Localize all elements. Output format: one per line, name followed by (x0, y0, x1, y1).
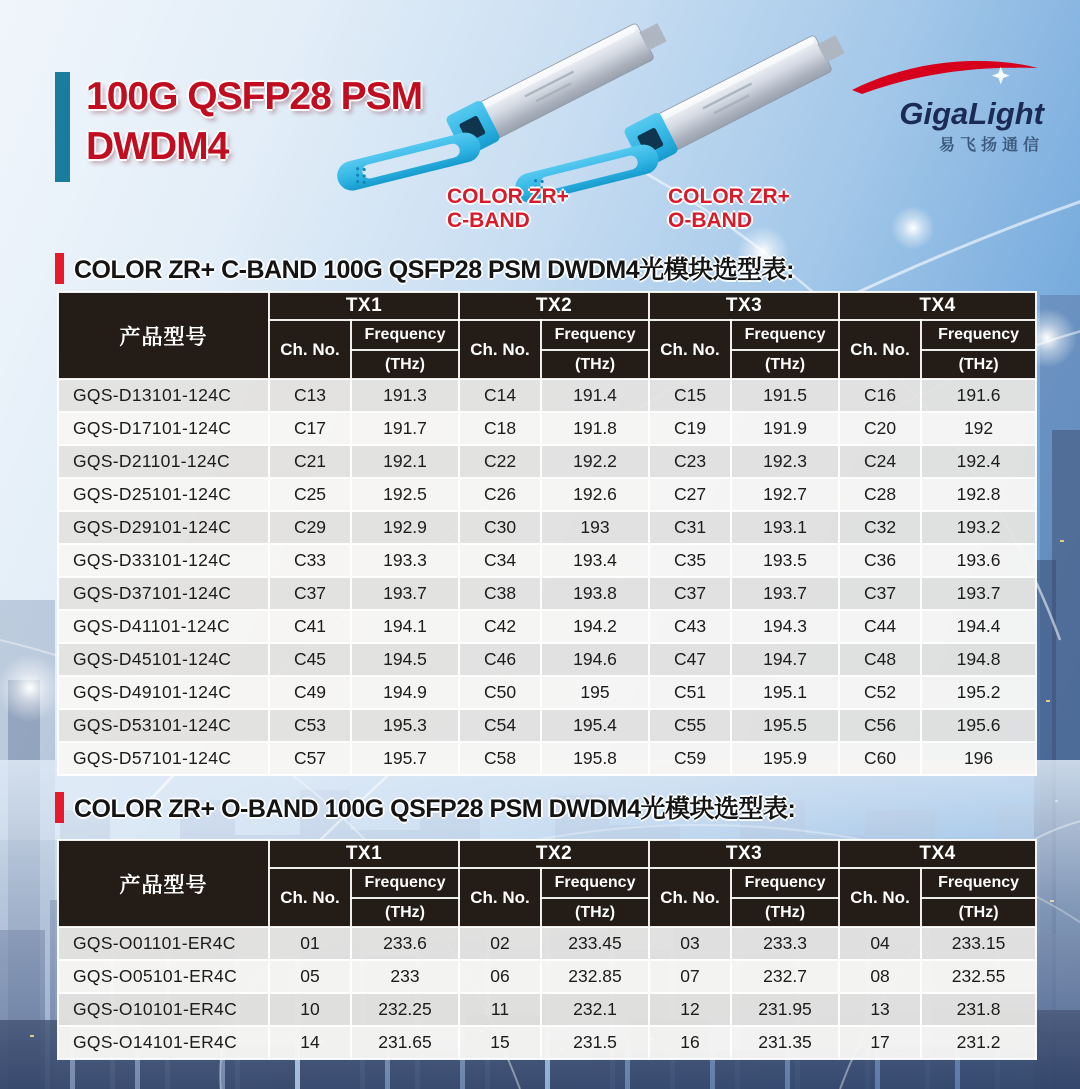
value-cell: 06 (459, 960, 541, 993)
ch-no-header: Ch. No. (459, 868, 541, 927)
table-row (58, 577, 1036, 610)
value-cell: C32 (839, 511, 921, 544)
value-cell: C37 (649, 577, 731, 610)
value-cell: 12 (649, 993, 731, 1026)
value-cell: 05 (269, 960, 351, 993)
value-cell: 193.4 (541, 544, 649, 577)
value-cell: C38 (459, 577, 541, 610)
frequency-header: Frequency (921, 868, 1036, 898)
value-cell: 194.6 (541, 643, 649, 676)
frequency-header: Frequency (541, 868, 649, 898)
value-cell: 194.3 (731, 610, 839, 643)
value-cell: 195.7 (351, 742, 459, 775)
value-cell: 195.3 (351, 709, 459, 742)
value-cell: 17 (839, 1026, 921, 1059)
value-cell: C24 (839, 445, 921, 478)
frequency-header: Frequency (731, 868, 839, 898)
thz-unit-header: (THz) (541, 350, 649, 379)
module-label-o-band (668, 185, 790, 233)
value-cell: 192.6 (541, 478, 649, 511)
table-body (58, 379, 1036, 775)
value-cell: 191.6 (921, 379, 1036, 412)
page-title-block (55, 72, 422, 182)
module-label-c-band (447, 185, 569, 233)
value-cell: C22 (459, 445, 541, 478)
product-model-cell: GQS-D13101-124C (58, 379, 269, 412)
value-cell: 192.2 (541, 445, 649, 478)
section-accent-bar (55, 792, 64, 823)
value-cell: 233.15 (921, 927, 1036, 960)
value-cell: 194.5 (351, 643, 459, 676)
thz-unit-header: (THz) (351, 350, 459, 379)
value-cell: C19 (649, 412, 731, 445)
thz-unit-header: (THz) (731, 350, 839, 379)
table-row (58, 993, 1036, 1026)
value-cell: C42 (459, 610, 541, 643)
value-cell: 195 (541, 676, 649, 709)
value-cell: C46 (459, 643, 541, 676)
value-cell: 231.35 (731, 1026, 839, 1059)
value-cell: C23 (649, 445, 731, 478)
value-cell: 192.9 (351, 511, 459, 544)
value-cell: 191.4 (541, 379, 649, 412)
value-cell: C43 (649, 610, 731, 643)
module-label-line2: C-BAND (447, 209, 530, 232)
value-cell: 233.45 (541, 927, 649, 960)
product-model-cell: GQS-D37101-124C (58, 577, 269, 610)
value-cell: C36 (839, 544, 921, 577)
value-cell: C60 (839, 742, 921, 775)
value-cell: C49 (269, 676, 351, 709)
value-cell: 192.4 (921, 445, 1036, 478)
value-cell: C18 (459, 412, 541, 445)
frequency-header: Frequency (351, 320, 459, 350)
title-accent-bar (55, 72, 70, 182)
thz-unit-header: (THz) (921, 350, 1036, 379)
value-cell: C41 (269, 610, 351, 643)
value-cell: 194.4 (921, 610, 1036, 643)
tx1-header: TX1 (269, 292, 459, 320)
value-cell: C21 (269, 445, 351, 478)
value-cell: 192.5 (351, 478, 459, 511)
module-label-line1: COLOR ZR+ (668, 185, 790, 208)
product-model-cell: GQS-D49101-124C (58, 676, 269, 709)
value-cell: 191.9 (731, 412, 839, 445)
value-cell: C54 (459, 709, 541, 742)
sparkle-icon (992, 67, 1010, 85)
table-row (58, 445, 1036, 478)
frequency-header: Frequency (921, 320, 1036, 350)
value-cell: 233.3 (731, 927, 839, 960)
value-cell: C30 (459, 511, 541, 544)
value-cell: C34 (459, 544, 541, 577)
value-cell: 233.6 (351, 927, 459, 960)
value-cell: C57 (269, 742, 351, 775)
table-row (58, 478, 1036, 511)
value-cell: 232.55 (921, 960, 1036, 993)
value-cell: 194.8 (921, 643, 1036, 676)
value-cell: 11 (459, 993, 541, 1026)
value-cell: C58 (459, 742, 541, 775)
value-cell: C37 (839, 577, 921, 610)
table-row (58, 676, 1036, 709)
value-cell: 08 (839, 960, 921, 993)
value-cell: C48 (839, 643, 921, 676)
page-title (86, 72, 422, 172)
thz-unit-header: (THz) (731, 898, 839, 927)
table-row (58, 379, 1036, 412)
o-band-spec-table (57, 839, 1037, 1060)
value-cell: 194.1 (351, 610, 459, 643)
table-row (58, 511, 1036, 544)
c-band-spec-table (57, 291, 1037, 776)
tx3-header: TX3 (649, 840, 839, 868)
value-cell: 195.6 (921, 709, 1036, 742)
value-cell: 16 (649, 1026, 731, 1059)
product-model-cell: GQS-D41101-124C (58, 610, 269, 643)
product-model-header: 产品型号 (58, 292, 269, 379)
value-cell: 195.9 (731, 742, 839, 775)
tx4-header: TX4 (839, 840, 1036, 868)
value-cell: C13 (269, 379, 351, 412)
product-model-cell: GQS-D57101-124C (58, 742, 269, 775)
product-model-cell: GQS-D29101-124C (58, 511, 269, 544)
value-cell: C37 (269, 577, 351, 610)
tx2-header: TX2 (459, 292, 649, 320)
value-cell: 14 (269, 1026, 351, 1059)
value-cell: 232.1 (541, 993, 649, 1026)
value-cell: C52 (839, 676, 921, 709)
thz-unit-header: (THz) (541, 898, 649, 927)
table-row (58, 1026, 1036, 1059)
value-cell: 231.65 (351, 1026, 459, 1059)
table-row (58, 742, 1036, 775)
product-model-cell: GQS-D17101-124C (58, 412, 269, 445)
product-model-cell: GQS-D21101-124C (58, 445, 269, 478)
value-cell: 195.8 (541, 742, 649, 775)
value-cell: 191.3 (351, 379, 459, 412)
ch-no-header: Ch. No. (649, 868, 731, 927)
table-row (58, 610, 1036, 643)
value-cell: 191.5 (731, 379, 839, 412)
value-cell: 193.2 (921, 511, 1036, 544)
logo-brand-text: GigaLight (899, 96, 1044, 131)
frequency-header: Frequency (541, 320, 649, 350)
ch-no-header: Ch. No. (839, 320, 921, 379)
table-body (58, 927, 1036, 1059)
value-cell: 04 (839, 927, 921, 960)
table-header (58, 292, 1036, 379)
value-cell: 193.7 (731, 577, 839, 610)
value-cell: 193.3 (351, 544, 459, 577)
ch-no-header: Ch. No. (459, 320, 541, 379)
value-cell: C27 (649, 478, 731, 511)
value-cell: C20 (839, 412, 921, 445)
table-row (58, 709, 1036, 742)
table-header (58, 840, 1036, 927)
value-cell: 01 (269, 927, 351, 960)
value-cell: 193.6 (921, 544, 1036, 577)
section-heading-text: COLOR ZR+ C-BAND 100G QSFP28 PSM DWDM4光模块选型表: (74, 256, 794, 284)
product-model-cell: GQS-D33101-124C (58, 544, 269, 577)
value-cell: 195.4 (541, 709, 649, 742)
value-cell: C44 (839, 610, 921, 643)
table-row (58, 412, 1036, 445)
tx4-header: TX4 (839, 292, 1036, 320)
value-cell: 13 (839, 993, 921, 1026)
value-cell: 15 (459, 1026, 541, 1059)
thz-unit-header: (THz) (921, 898, 1036, 927)
section-heading-o-band (55, 789, 795, 825)
value-cell: 231.2 (921, 1026, 1036, 1059)
value-cell: 195.1 (731, 676, 839, 709)
table-row (58, 960, 1036, 993)
value-cell: C59 (649, 742, 731, 775)
value-cell: C31 (649, 511, 731, 544)
value-cell: 193.8 (541, 577, 649, 610)
value-cell: 192.8 (921, 478, 1036, 511)
value-cell: 232.85 (541, 960, 649, 993)
value-cell: 231.95 (731, 993, 839, 1026)
value-cell: C53 (269, 709, 351, 742)
table-row (58, 927, 1036, 960)
value-cell: C50 (459, 676, 541, 709)
logo-subtitle-cn: 易飞扬通信 (938, 137, 1044, 154)
table-row (58, 643, 1036, 676)
value-cell: 194.7 (731, 643, 839, 676)
value-cell: C29 (269, 511, 351, 544)
thz-unit-header: (THz) (351, 898, 459, 927)
value-cell: 193.1 (731, 511, 839, 544)
value-cell: 231.5 (541, 1026, 649, 1059)
section-accent-bar (55, 253, 64, 284)
tx3-header: TX3 (649, 292, 839, 320)
product-model-cell: GQS-D25101-124C (58, 478, 269, 511)
value-cell: 03 (649, 927, 731, 960)
page-title-line1: 100G QSFP28 PSM (86, 75, 423, 118)
value-cell: C33 (269, 544, 351, 577)
product-model-cell: GQS-D53101-124C (58, 709, 269, 742)
value-cell: 231.8 (921, 993, 1036, 1026)
ch-no-header: Ch. No. (839, 868, 921, 927)
ch-no-header: Ch. No. (649, 320, 731, 379)
table-row (58, 544, 1036, 577)
page-title-line2: DWDM4 (86, 125, 229, 168)
value-cell: C35 (649, 544, 731, 577)
frequency-header: Frequency (351, 868, 459, 898)
value-cell: C55 (649, 709, 731, 742)
product-model-header: 产品型号 (58, 840, 269, 927)
product-model-cell: GQS-O01101-ER4C (58, 927, 269, 960)
value-cell: 193 (541, 511, 649, 544)
value-cell: 07 (649, 960, 731, 993)
value-cell: C15 (649, 379, 731, 412)
value-cell: C45 (269, 643, 351, 676)
gigalight-logo (832, 54, 1044, 155)
value-cell: 192 (921, 412, 1036, 445)
product-model-cell: GQS-O05101-ER4C (58, 960, 269, 993)
tx1-header: TX1 (269, 840, 459, 868)
gigalight-swoosh-icon (832, 54, 1044, 94)
value-cell: C25 (269, 478, 351, 511)
value-cell: 193.5 (731, 544, 839, 577)
value-cell: C17 (269, 412, 351, 445)
product-model-cell: GQS-O14101-ER4C (58, 1026, 269, 1059)
value-cell: 196 (921, 742, 1036, 775)
value-cell: C56 (839, 709, 921, 742)
value-cell: 193.7 (351, 577, 459, 610)
tx2-header: TX2 (459, 840, 649, 868)
ch-no-header: Ch. No. (269, 320, 351, 379)
value-cell: C51 (649, 676, 731, 709)
value-cell: 193.7 (921, 577, 1036, 610)
value-cell: 232.25 (351, 993, 459, 1026)
value-cell: 194.2 (541, 610, 649, 643)
module-label-line1: COLOR ZR+ (447, 185, 569, 208)
section-heading-text: COLOR ZR+ O-BAND 100G QSFP28 PSM DWDM4光模块选型表: (74, 795, 796, 823)
product-model-cell: GQS-D45101-124C (58, 643, 269, 676)
value-cell: 02 (459, 927, 541, 960)
value-cell: 192.7 (731, 478, 839, 511)
value-cell: 233 (351, 960, 459, 993)
section-heading-c-band (55, 250, 794, 286)
value-cell: 195.2 (921, 676, 1036, 709)
value-cell: 191.7 (351, 412, 459, 445)
value-cell: 192.3 (731, 445, 839, 478)
ch-no-header: Ch. No. (269, 868, 351, 927)
value-cell: 232.7 (731, 960, 839, 993)
product-model-cell: GQS-O10101-ER4C (58, 993, 269, 1026)
value-cell: 192.1 (351, 445, 459, 478)
value-cell: C47 (649, 643, 731, 676)
value-cell: 194.9 (351, 676, 459, 709)
value-cell: 195.5 (731, 709, 839, 742)
value-cell: 10 (269, 993, 351, 1026)
value-cell: 191.8 (541, 412, 649, 445)
module-label-line2: O-BAND (668, 209, 752, 232)
frequency-header: Frequency (731, 320, 839, 350)
value-cell: C28 (839, 478, 921, 511)
value-cell: C26 (459, 478, 541, 511)
value-cell: C14 (459, 379, 541, 412)
value-cell: C16 (839, 379, 921, 412)
